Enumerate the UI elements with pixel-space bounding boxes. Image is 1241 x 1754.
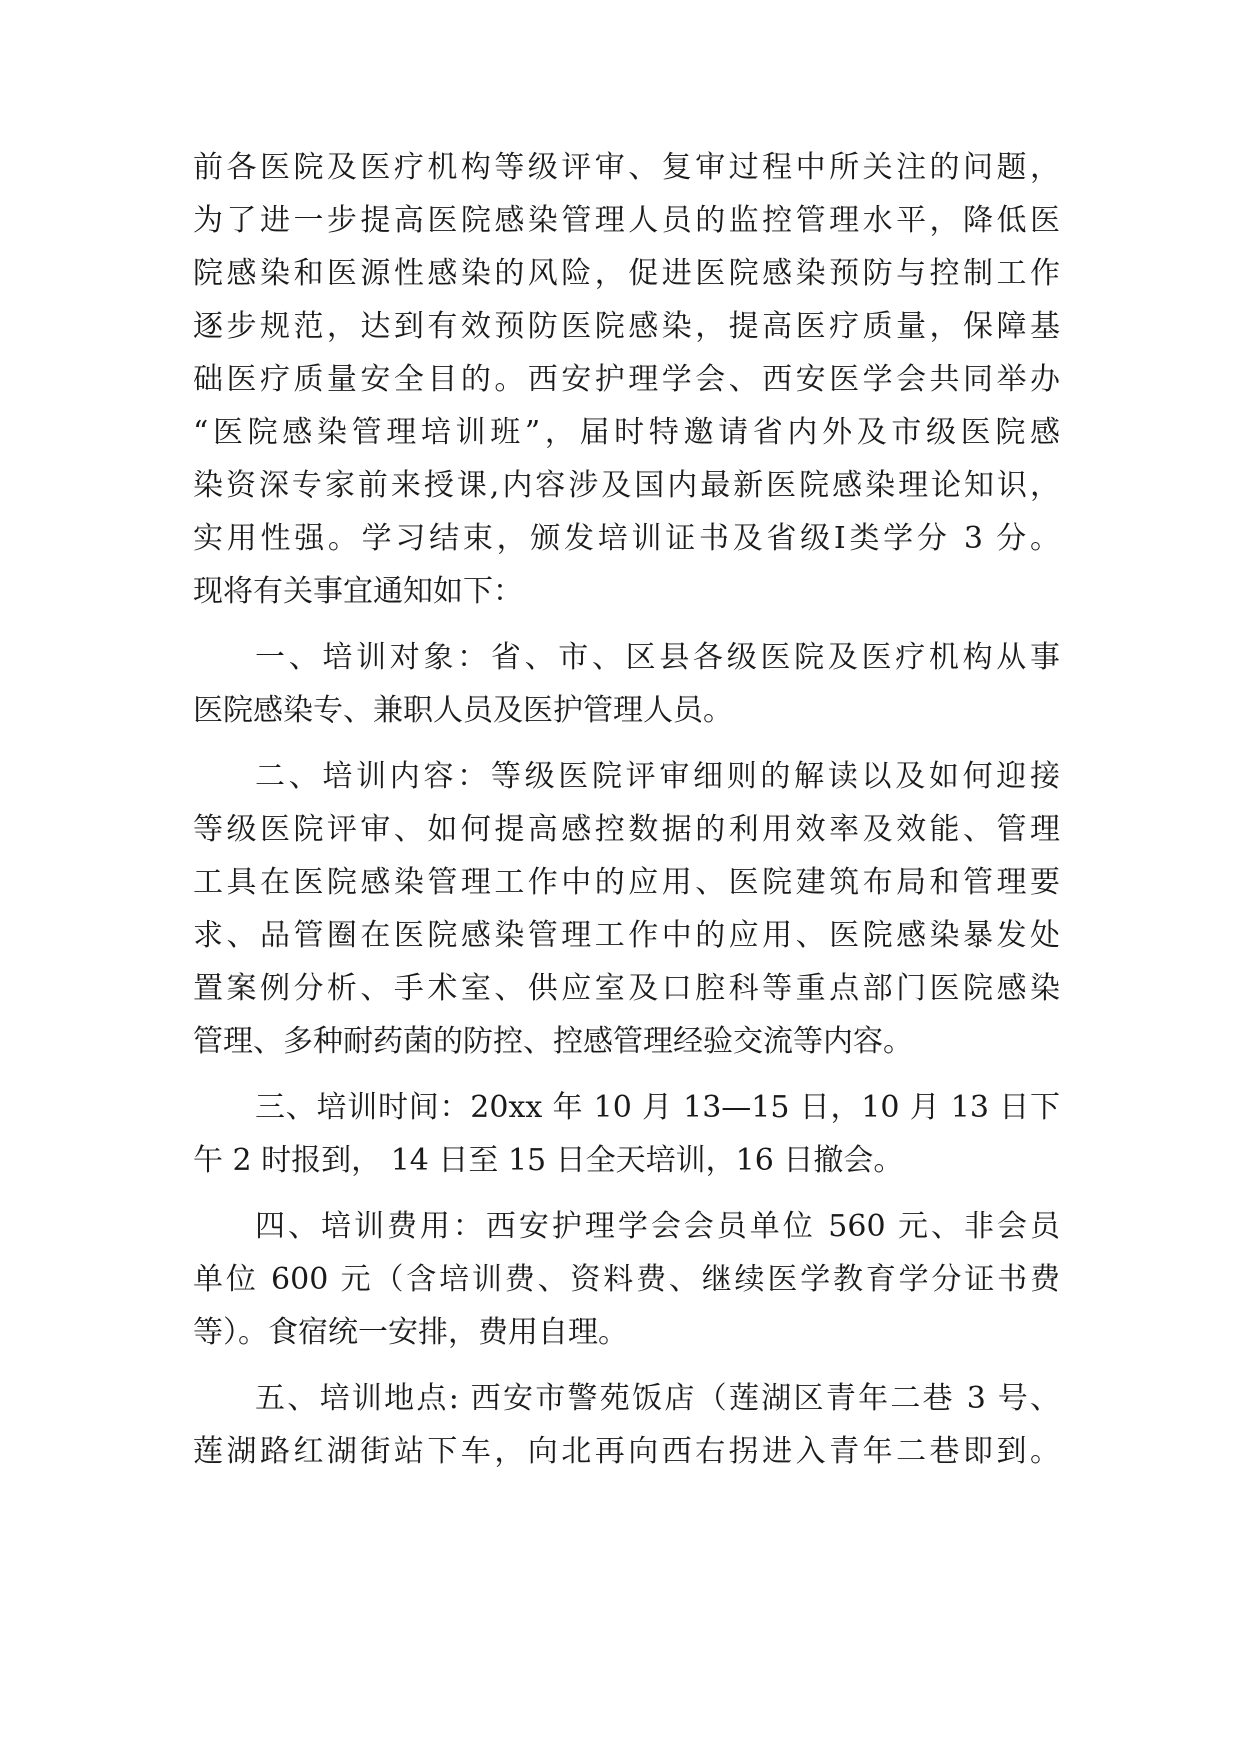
text-line: 院感染和医源性感染的风险，促进医院感染预防与控制工作 — [193, 256, 1060, 291]
paragraph-training-fee — [193, 1200, 1060, 1359]
paragraph-training-content — [193, 750, 1060, 1068]
text-line: 医院感染专、兼职人员及医护管理人员。 — [193, 693, 733, 728]
text-line: 前各医院及医疗机构等级评审、复审过程中所关注的问题， — [193, 150, 1060, 185]
text-line: 置案例分析、手术室、供应室及口腔科等重点部门医院感染 — [193, 971, 1060, 1006]
text-line: 实用性强。学习结束，颁发培训证书及省级Ⅰ类学分 3 分。 — [193, 521, 1060, 556]
paragraph-intro — [193, 141, 1060, 618]
text-line: 求、品管圈在医院感染管理工作中的应用、医院感染暴发处 — [193, 918, 1060, 953]
text-line: 等）。食宿统一安排，费用自理。 — [193, 1315, 628, 1350]
text-line: 莲湖路红湖街站下车，向北再向西右拐进入青年二巷即到。 — [193, 1434, 1060, 1469]
text-line: 二、培训内容：等级医院评审细则的解读以及如何迎接 — [255, 759, 1060, 794]
text-line: 午 2 时报到， 14 日至 15 日全天培训，16 日撤会。 — [193, 1143, 904, 1178]
text-line: 五、培训地点: 西安市警苑饭店（莲湖区青年二巷 3 号、 — [255, 1381, 1060, 1416]
text-line: 础医疗质量安全目的。西安护理学会、西安医学会共同举办 — [193, 362, 1060, 397]
text-line: 单位 600 元（含培训费、资料费、继续医学教育学分证书费 — [193, 1262, 1060, 1297]
text-line: 管理、多种耐药菌的防控、控感管理经验交流等内容。 — [193, 1024, 913, 1059]
text-line: 四、培训费用：西安护理学会会员单位 560 元、非会员 — [255, 1209, 1060, 1244]
text-line: 三、培训时间：20xx 年 10 月 13—15 日，10 月 13 日下 — [255, 1090, 1060, 1125]
paragraph-training-time — [193, 1081, 1060, 1187]
text-line: 染资深专家前来授课,内容涉及国内最新医院感染理论知识， — [193, 468, 1060, 503]
text-line: 等级医院评审、如何提高感控数据的利用效率及效能、管理 — [193, 812, 1060, 847]
text-line: 为了进一步提高医院感染管理人员的监控管理水平，降低医 — [193, 203, 1060, 238]
text-line: 一、培训对象：省、市、区县各级医院及医疗机构从事 — [255, 640, 1060, 675]
document-body — [193, 141, 1060, 1478]
text-line: 现将有关事宜通知如下： — [193, 574, 523, 609]
paragraph-training-audience — [193, 631, 1060, 737]
text-line: “医院感染管理培训班”，届时特邀请省内外及市级医院感 — [193, 415, 1060, 450]
text-line: 逐步规范，达到有效预防医院感染，提高医疗质量，保障基 — [193, 309, 1060, 344]
paragraph-training-location — [193, 1372, 1060, 1478]
text-line: 工具在医院感染管理工作中的应用、医院建筑布局和管理要 — [193, 865, 1060, 900]
